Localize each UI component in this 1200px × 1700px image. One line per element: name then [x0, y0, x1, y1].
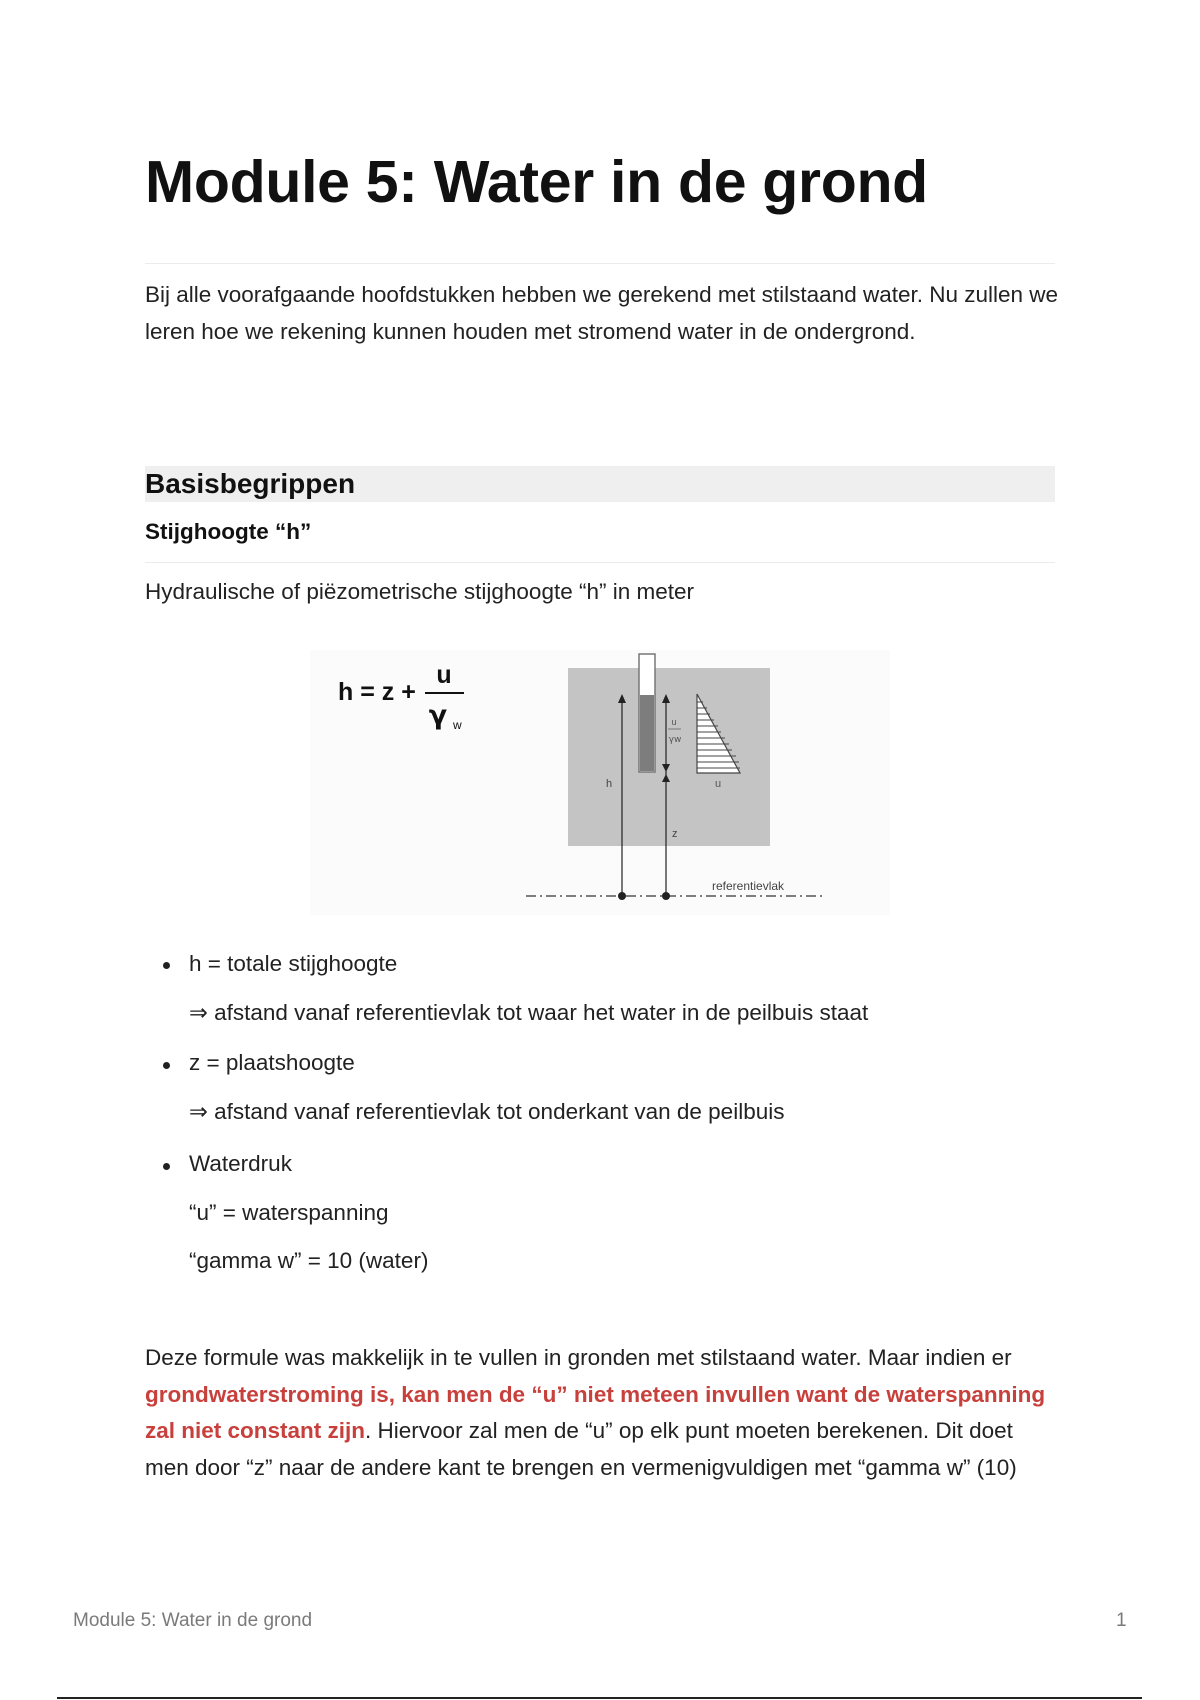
subsection-heading: Stijghoogte “h” — [145, 519, 312, 544]
label-u-over-gamma-den: γw — [668, 735, 682, 745]
footer-divider — [57, 1697, 1142, 1699]
piezometer-water — [640, 695, 654, 771]
label-u-triangle: u — [715, 778, 722, 790]
stijghoogte-figure — [310, 650, 890, 915]
list-item-detail: “gamma w” = 10 (water) — [189, 1248, 429, 1273]
label-h: h — [606, 778, 613, 790]
closing-paragraph — [145, 1340, 1060, 1486]
footer-title: Module 5: Water in de grond — [73, 1610, 313, 1631]
list-item: h = totale stijghoogte — [189, 951, 398, 976]
intro-paragraph: Bij alle voorafgaande hoofdstukken hebben we gerekend met stilstaand water. Nu zullen we leren hoe we rekening kunnen houden met stromend water in de ondergrond. — [145, 282, 1059, 344]
formula-gamma-subscript: w — [453, 718, 462, 732]
list-item-detail: ⇒ afstand vanaf referentievlak tot onderkant van de peilbuis — [189, 1099, 785, 1124]
closing-highlight: grondwaterstroming is, kan men de “u” niet meteen invullen want de waterspanning zal niet constant zijn — [145, 1381, 1046, 1443]
definition-text: Hydraulische of piëzometrische stijghoogte “h” in meter — [145, 579, 694, 604]
bullet-marker — [163, 962, 170, 969]
title-divider — [145, 263, 1055, 264]
formula-gamma: γ — [428, 700, 448, 731]
subsection-divider — [145, 562, 1055, 563]
bullet-marker — [163, 1062, 170, 1069]
bullet-marker — [163, 1163, 170, 1170]
list-item-detail: “u” = waterspanning — [189, 1200, 389, 1225]
list-item: Waterdruk — [189, 1151, 292, 1176]
label-referentievlak: referentievlak — [712, 879, 785, 893]
closing-text-end: . Hiervoor zal men de “u” op elk punt moeten berekenen. Dit doet men door “z” naar de andere kant te brengen en vermenigvuldigen met “gamma w” (10) — [145, 1418, 1017, 1480]
label-z: z — [672, 828, 678, 840]
closing-text-start: Deze formule was makkelijk in te vullen in gronden met stilstaand water. Maar indien er — [145, 1345, 1012, 1370]
formula-numerator: u — [436, 661, 452, 689]
section-heading: Basisbegrippen — [145, 468, 356, 499]
page-number: 1 — [1116, 1610, 1127, 1631]
soil-block — [568, 668, 770, 846]
list-item: z = plaatshoogte — [189, 1050, 355, 1075]
formula-lhs: h = z + — [338, 678, 416, 706]
page-title: Module 5: Water in de grond — [145, 149, 928, 215]
list-item-detail: ⇒ afstand vanaf referentievlak tot waar het water in de peilbuis staat — [189, 1000, 869, 1025]
label-u-over-gamma-num: u — [671, 717, 677, 727]
